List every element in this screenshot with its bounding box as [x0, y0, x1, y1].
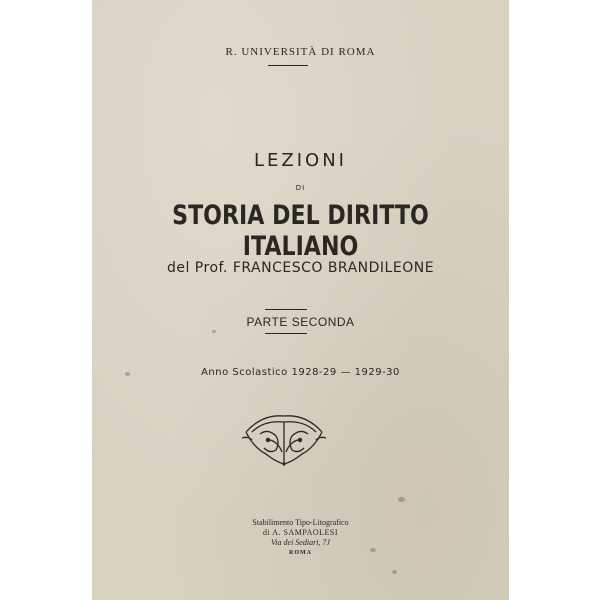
foxing-spot	[370, 548, 376, 552]
foxing-spot	[392, 570, 397, 574]
foxing-spot	[398, 497, 405, 502]
lezioni-heading: LEZIONI	[254, 150, 347, 171]
author-line: del Prof. FRANCESCO BRANDILEONE	[166, 260, 435, 276]
part-label: PARTE SECONDA	[246, 315, 355, 329]
foxing-spot	[212, 330, 216, 333]
imprint-city: ROMA	[289, 550, 312, 556]
di-connector: DI	[295, 184, 306, 192]
university-underline	[268, 65, 308, 66]
part-bottom-rule	[265, 333, 307, 334]
imprint-printer: Stabilimento Tipo-Litografico	[252, 518, 349, 527]
university-name: R. UNIVERSITÀ DI ROMA	[225, 46, 376, 58]
academic-year: Anno Scolastico 1928-29 — 1929-30	[201, 367, 400, 378]
book-cover	[92, 0, 509, 600]
part-top-rule	[265, 309, 307, 310]
book-title: STORIA DEL DIRITTO ITALIANO	[172, 200, 429, 262]
foxing-spot	[125, 372, 130, 376]
printer-emblem-icon	[242, 410, 326, 470]
imprint-publisher: di A. SAMPAOLESI	[262, 528, 339, 537]
imprint-address: Via dei Sediari, 7J	[271, 538, 330, 547]
